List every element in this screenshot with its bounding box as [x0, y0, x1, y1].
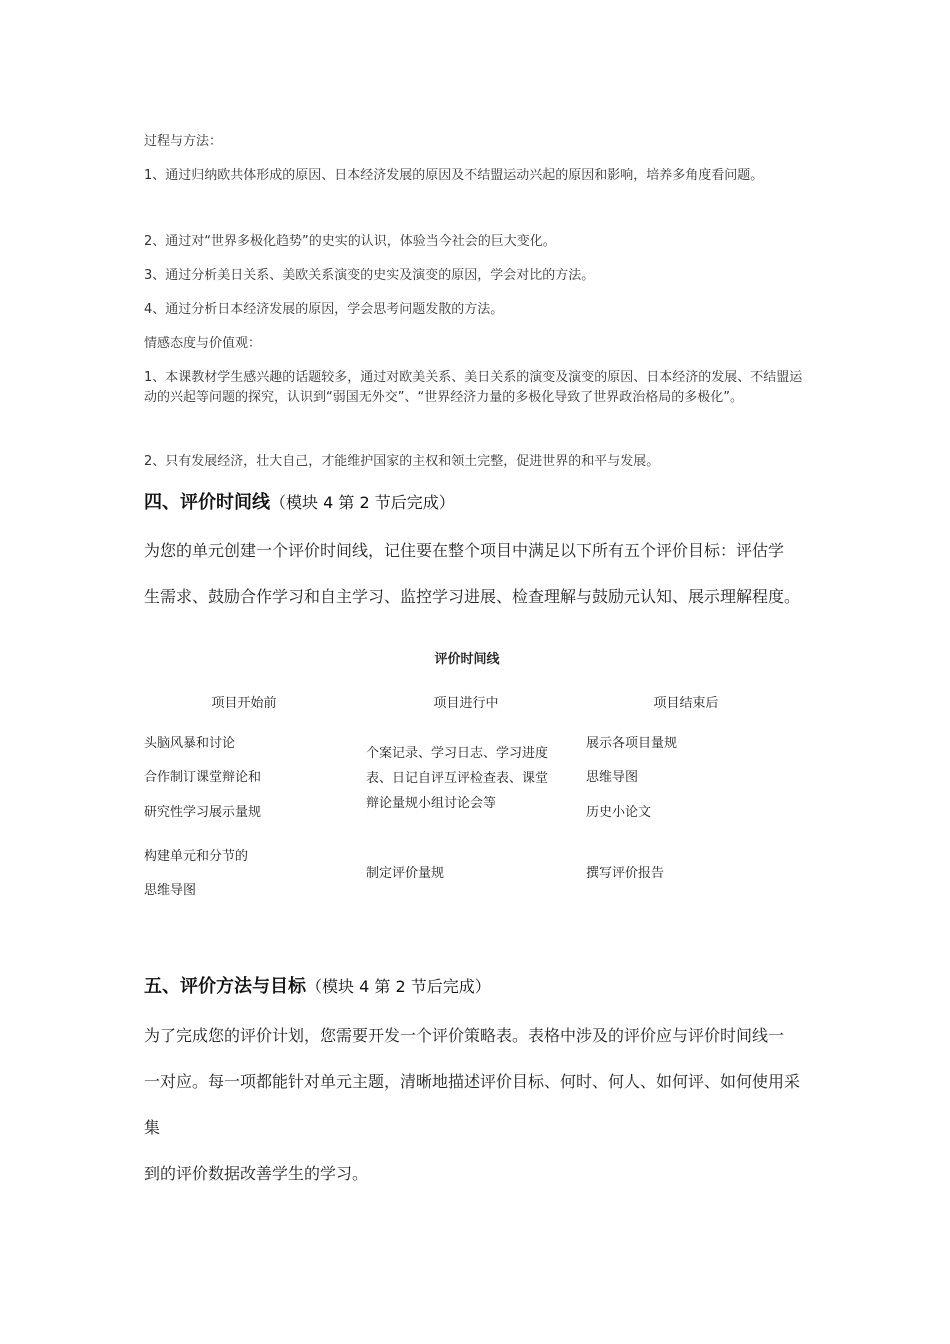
section5-line3: 到的评价数据改善学生的学习。	[144, 1164, 369, 1183]
before-item-5: 思维导图	[144, 883, 197, 898]
section4-intro-line2: 生需求、鼓励合作学习和自主学习、监控学习进展、检查理解与鼓励元认知、展示理解程度。	[144, 587, 801, 606]
process-method-label: 过程与方法：	[144, 134, 223, 149]
emotion-item-1: 1、本课教材学生感兴趣的话题较多，通过对欧美关系、美日关系的演变及演变的原因、日本经济的发展、不结盟运动的兴起等问题的探究，认识到“弱国无外交”、“世界经济力量的多极化导致了世界政治格局的多极化”。	[144, 370, 803, 405]
process-item-3: 3、通过分析美日关系、美欧关系演变的史实及演变的原因，学会对比的方法。	[144, 268, 595, 283]
before-item-1: 头脑风暴和讨论	[144, 736, 236, 751]
during-line-2: 表、日记自评互评检查表、课堂	[366, 771, 549, 786]
before-item-2: 合作制订课堂辩论和	[144, 770, 262, 785]
after-item-3: 历史小论文	[586, 805, 652, 820]
section4-intro	[144, 528, 814, 620]
section4-intro-line1: 为您的单元创建一个评价时间线，记住要在整个项目中满足以下所有五个评价目标：评估学	[144, 541, 785, 560]
during-item-extra: 制定评价量规	[366, 866, 445, 881]
after-item-2: 思维导图	[586, 770, 639, 785]
during-line-3: 辩论量规小组讨论会等	[366, 796, 497, 811]
timeline-header-during: 项目进行中	[433, 696, 499, 711]
section4-title-note: （模块 4 第 2 节后完成）	[270, 493, 455, 512]
process-item-4: 4、通过分析日本经济发展的原因，学会思考问题发散的方法。	[144, 302, 504, 317]
before-item-3: 研究性学习展示量规	[144, 805, 262, 820]
process-item-2: 2、通过对“世界多极化趋势”的史实的认识，体验当今社会的巨大变化。	[144, 234, 556, 249]
section4-heading	[144, 488, 455, 514]
timeline-header-before: 项目开始前	[211, 696, 277, 711]
process-item-1: 1、通过归纳欧共体形成的原因、日本经济发展的原因及不结盟运动兴起的原因和影响，培养多角度看问题。	[144, 168, 764, 183]
section5-title: 五、评价方法与目标	[144, 976, 306, 997]
emotion-item-2: 2、只有发展经济，壮大自己，才能维护国家的主权和领土完整，促进世界的和平与发展。	[144, 454, 660, 469]
after-item-4: 撰写评价报告	[586, 866, 665, 881]
section5-line2: 一对应。每一项都能针对单元主题，清晰地描述评价目标、何时、何人、如何评、如何使用采集	[144, 1072, 801, 1137]
section5-title-note: （模块 4 第 2 节后完成）	[306, 977, 491, 996]
section5-heading	[144, 972, 491, 998]
section4-title: 四、评价时间线	[144, 492, 270, 513]
emotion-label: 情感态度与价值观：	[144, 336, 262, 351]
before-item-4: 构建单元和分节的	[144, 849, 249, 864]
during-line-1: 个案记录、学习日志、学习进度	[366, 746, 549, 761]
timeline-header-after: 项目结束后	[653, 696, 719, 711]
section5-body	[144, 1013, 814, 1197]
timeline-title: 评价时间线	[434, 652, 500, 667]
after-item-1: 展示各项目量规	[586, 736, 678, 751]
section5-line1: 为了完成您的评价计划，您需要开发一个评价策略表。表格中涉及的评价应与评价时间线一	[144, 1026, 785, 1045]
